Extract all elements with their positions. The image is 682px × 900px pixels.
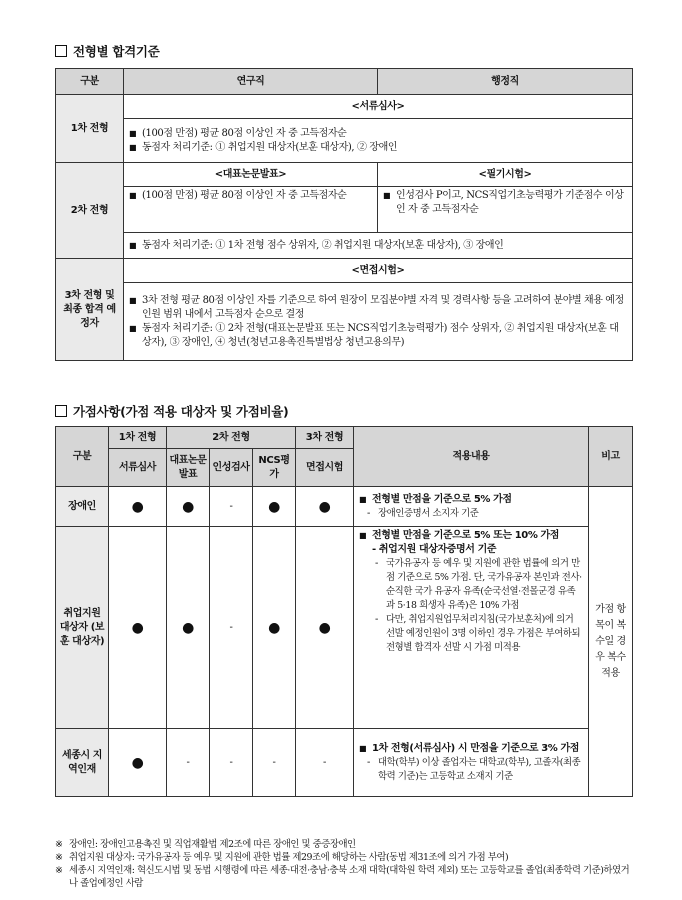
mark-cell: ● <box>109 527 167 729</box>
stage3-content <box>124 283 633 361</box>
header-stage1: 1차 전형 <box>109 427 167 449</box>
header-document-review: 서류심사 <box>109 449 167 487</box>
stage2-admin-content <box>378 187 633 233</box>
footnote <box>55 864 635 890</box>
stage3-subtitle: <면접시험> <box>124 259 633 283</box>
stage2-label: 2차 전형 <box>56 163 124 259</box>
header-paper-presentation: 대표논문발표 <box>167 449 210 487</box>
apply-sub: - 국가유공자 등 예우 및 지원에 관한 법률에 의거 만점 기준으로 5% 가점. 단, 국가유공자 본인과 전사·순직한 국가 유공자 유족(순국선열·전몰군경 유족과 5·18 희생자 유족)은 10% 가점 <box>375 557 583 613</box>
header-admin: 행정직 <box>378 69 633 95</box>
stage3-item: ■ 동점자 처리기준: ① 2차 전형(대표논문발표 또는 NCS직업기초능력평가) 점수 상위자, ② 취업지원 대상자(보훈 대상자), ③ 장애인, ④ 청년(청년고용촉진특별법상 청년고용의무) <box>129 322 627 350</box>
section2-title <box>55 402 288 420</box>
stage1-content <box>124 119 633 163</box>
header-ncs: NCS평가 <box>253 449 296 487</box>
note-mark: ※ <box>55 839 63 850</box>
apply-content-disabled <box>354 487 589 527</box>
apply-main: ■ 1차 전형(서류심사) 시 만점을 기준으로 3% 가점 <box>359 742 583 756</box>
section2-title-text: 가점사항(가점 적용 대상자 및 가점비율) <box>73 404 289 419</box>
footnotes <box>55 838 635 890</box>
stage2-research-item: ■ (100점 만점) 평균 80점 이상인 자 중 고득점자순 <box>129 189 372 203</box>
stage1-subtitle: <서류심사> <box>124 95 633 119</box>
mark-cell: ● <box>167 487 210 527</box>
mark-cell: - <box>210 487 253 527</box>
header-interview: 면접시험 <box>296 449 354 487</box>
mark-cell: - <box>167 729 210 797</box>
mark-cell: - <box>296 729 354 797</box>
note-mark: ※ <box>55 852 63 863</box>
row-label-sejong: 세종시 지역인재 <box>56 729 109 797</box>
header-personality-test: 인성검사 <box>210 449 253 487</box>
note-mark: ※ <box>55 865 63 876</box>
mark-cell: - <box>210 527 253 729</box>
apply-main: ■ 전형별 만점을 기준으로 5% 또는 10% 가점 <box>359 529 583 543</box>
apply-sub: - 대학(학부) 이상 졸업자는 대학교(학부), 고졸자(최종학력 기준)는 고등학교 소재지 기준 <box>367 756 583 784</box>
header-research: 연구직 <box>124 69 378 95</box>
checkbox-square-icon <box>55 405 67 417</box>
stage1-label: 1차 전형 <box>56 95 124 163</box>
checkbox-square-icon <box>55 45 67 57</box>
mark-cell: ● <box>109 487 167 527</box>
stage1-item: ■ (100점 만점) 평균 80점 이상인 자 중 고득점자순 <box>129 127 627 141</box>
criteria-table <box>55 68 633 361</box>
apply-sub: - 장애인증명서 소지자 기준 <box>367 507 583 521</box>
stage2-research-content <box>124 187 378 233</box>
mark-cell: ● <box>167 527 210 729</box>
stage1-item: ■ 동점자 처리기준: ① 취업지원 대상자(보훈 대상자), ② 장애인 <box>129 141 627 155</box>
mark-cell: ● <box>109 729 167 797</box>
header-gubun: 구분 <box>56 69 124 95</box>
mark-cell: ● <box>296 527 354 729</box>
section1-title <box>55 42 159 60</box>
stage2-admin-item: ■ 인성검사 P이고, NCS직업기초능력평가 기준점수 이상인 자 중 고득점자순 <box>383 189 627 217</box>
mark-cell: - <box>253 729 296 797</box>
mark-cell: - <box>210 729 253 797</box>
footnote-text: 취업지원 대상자: 국가유공자 등 예우 및 지원에 관한 법률 제29조에 해당하는 사람(동법 제31조에 의거 가점 부여) <box>69 852 509 863</box>
header-note: 비고 <box>589 427 633 487</box>
footnote <box>55 851 635 864</box>
stage2-tie <box>124 233 633 259</box>
row-label-disabled: 장애인 <box>56 487 109 527</box>
apply-content-veterans <box>354 527 589 729</box>
apply-content-sejong <box>354 729 589 797</box>
footnote-text: 세종시 지역인재: 혁신도시법 및 동법 시행령에 따른 세종·대전·충남·충북 소재 대학(대학원 학력 제외) 또는 고등학교를 졸업(최종학력 기준)하였거나 졸업예정인 사람 <box>69 865 630 889</box>
header-gubun: 구분 <box>56 427 109 487</box>
stage2-tie-item: ■ 동점자 처리기준: ① 1차 전형 점수 상위자, ② 취업지원 대상자(보훈 대상자), ③ 장애인 <box>129 239 627 253</box>
stage3-label: 3차 전형 및 최종 합격 예정자 <box>56 259 124 361</box>
footnote-text: 장애인: 장애인고용촉진 및 직업재활법 제2조에 따른 장애인 및 중증장애인 <box>69 839 356 850</box>
header-stage3: 3차 전형 <box>296 427 354 449</box>
mark-cell: ● <box>253 527 296 729</box>
mark-cell: ● <box>296 487 354 527</box>
apply-main-sub: - 취업지원 대상자증명서 기준 <box>372 544 497 555</box>
footnote <box>55 838 635 851</box>
header-apply: 적용내용 <box>354 427 589 487</box>
apply-sub: - 다만, 취업지원업무처리지침(국가보훈처)에 의거 선발 예정인원이 3명 이하인 경우 가점은 부여하되 전형별 합격자 선발 시 가점 미적용 <box>375 613 583 655</box>
bonus-table <box>55 426 633 797</box>
stage3-item: ■ 3차 전형 평균 80점 이상인 자를 기준으로 하여 원장이 모집분야별 자격 및 경력사항 등을 고려하여 분야별 채용 예정인원 범위 내에서 고득점자 순으로 결정 <box>129 294 627 322</box>
mark-cell: ● <box>253 487 296 527</box>
stage2-admin-subtitle: <필기시험> <box>378 163 633 187</box>
stage2-research-subtitle: <대표논문발표> <box>124 163 378 187</box>
apply-main: ■ 전형별 만점을 기준으로 5% 가점 <box>359 493 583 507</box>
row-label-veterans: 취업지원 대상자 (보훈 대상자) <box>56 527 109 729</box>
section1-title-text: 전형별 합격기준 <box>73 44 160 59</box>
remark-cell: 가점 항목이 복수일 경우 복수 적용 <box>589 487 633 797</box>
header-stage2: 2차 전형 <box>167 427 296 449</box>
